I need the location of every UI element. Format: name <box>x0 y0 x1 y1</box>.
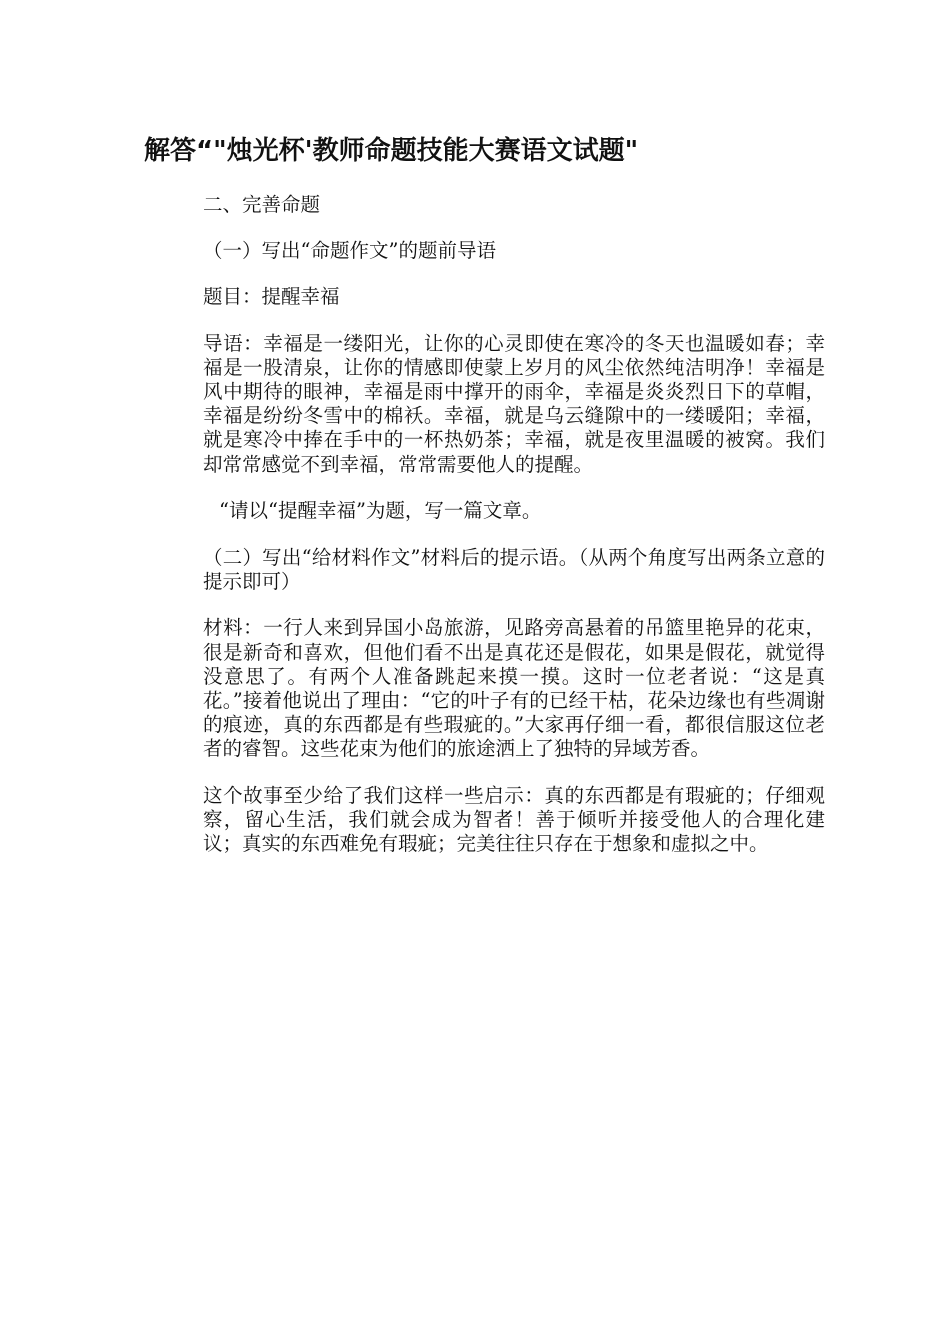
material-paragraph: 材料：一行人来到异国小岛旅游，见路旁高悬着的吊篮里艳异的花束，很是新奇和喜欢，但他们看不出是真花还是假花，如果是假花，就觉得没意思了。有两个人准备跳起来摸一摸。这时一位老者说：“这是真花。”接着他说出了理由：“它的叶子有的已经干枯，花朵边缘也有些凋谢的痕迹，真的东西都是有些瑕疵的。”大家再仔细一看，都很信服这位老者的睿智。这些花束为他们的旅途洒上了独特的异域芳香。 <box>203 616 825 761</box>
document-title: 解答“"烛光杯'教师命题技能大赛语文试题" <box>144 136 639 166</box>
topic-line: 题目：提醒幸福 <box>203 285 340 309</box>
subsection-heading-2: （二）写出“给材料作文”材料后的提示语。（从两个角度写出两条立意的提示即可） <box>203 546 825 594</box>
document-body <box>203 193 825 856</box>
intro-paragraph: 导语：幸福是一缕阳光，让你的心灵即使在寒冷的冬天也温暖如春；幸福是一股清泉，让你的情感即使蒙上岁月的风尘依然纯洁明净！幸福是风中期待的眼神，幸福是雨中撑开的雨伞，幸福是炎炎烈日下的草帽，幸福是纷纷冬雪中的棉袄。幸福，就是乌云缝隙中的一缕暖阳；幸福，就是寒冷中捧在手中的一杯热奶茶；幸福，就是夜里温暖的被窝。我们却常常感觉不到幸福，常常需要他人的提醒。 <box>203 331 825 476</box>
inspiration-paragraph: 这个故事至少给了我们这样一些启示：真的东西都是有瑕疵的；仔细观察，留心生活，我们就会成为智者！善于倾听并接受他人的合理化建议；真实的东西难免有瑕疵；完美往往只存在于想象和虚拟之中。 <box>203 783 825 856</box>
subsection-heading-1: （一）写出“命题作文”的题前导语 <box>203 239 496 263</box>
section-heading: 二、完善命题 <box>203 193 321 216</box>
task-line: “请以“提醒幸福”为题，写一篇文章。 <box>219 498 542 522</box>
